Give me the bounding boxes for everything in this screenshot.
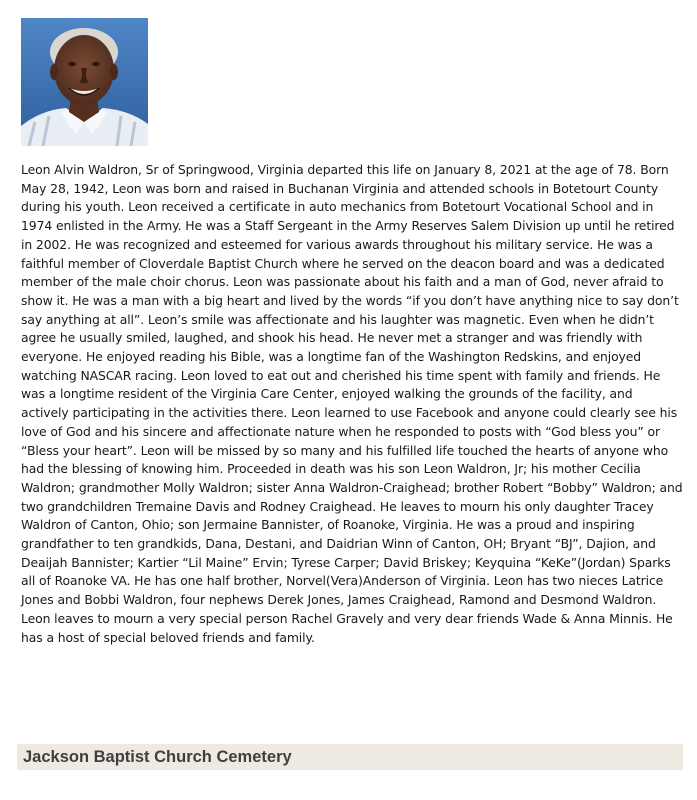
portrait-photo: [21, 18, 148, 146]
portrait-image: [21, 18, 148, 146]
cemetery-title: Jackson Baptist Church Cemetery: [23, 748, 292, 766]
obituary-text: Leon Alvin Waldron, Sr of Springwood, Virginia departed this life on January 8, 2021 at the age of 78. Born May 28, 1942, Leon was born and raised in Buchanan Virginia and attended schools in Botetourt County during his youth. Leon received a certificate in auto mechanics from Botetourt Vocational School and in 1974 enlisted in the Army. He was a Staff Sergeant in the Army Reserves Salem Division up until he retired in 2002. He was recognized and esteemed for various awards throughout his military service. He was a faithful member of Cloverdale Baptist Church where he served on the deacon board and was a dedicated member of the male choir chorus. Leon was passionate about his faith and a man of God, never afraid to show it. He was a man with a big heart and lived by the words “if you don’t have anything nice to say don’t say anything at all”. Leon’s smile was affectionate and his laughter was magnetic. Even when he didn’t agree he usually smiled, laughed, and shook his head. He never met a stranger and was friendly with everyone. He enjoyed reading his Bible, was a longtime fan of the Washington Redskins, and enjoyed watching NASCAR racing. Leon loved to eat out and cherished his time spent with family and friends. He was a longtime resident of the Virginia Care Center, enjoyed walking the grounds of the facility, and actively participating in the activities there. Leon learned to use Facebook and anyone could clearly see his love of God and his sincere and affectionate nature when he responded to posts with “God bless you” or “Bless your heart”. Leon will be missed by so many and his fulfilled life touched the hearts of anyone who had the blessing of knowing him. Proceeded in death was his son Leon Waldron, Jr; his mother Cecilia Waldron; grandmother Molly Waldron; sister Anna Waldron-Craighead; brother Robert “Bobby” Waldron; and two grandchildren Tremaine Davis and Rodney Craighead. He leaves to mourn his only daughter Tracey Waldron of Canton, Ohio; son Jermaine Bannister, of Roanoke, Virginia. He was a proud and inspiring grandfather to ten grandkids, Dana, Destani, and Daidrian Winn of Canton, OH; Bryant “BJ”, Dajion, and Deaijah Bannister; Kartier “Lil Maine” Ervin; Tyrese Carper; David Briskey; Keyquina “KeKe”(Jordan) Sparks all of Roanoke VA. He has one half brother, Norvel(Vera)Anderson of Virginia. Leon has two nieces Latrice Jones and Bobbi Waldron, four nephews Derek Jones, James Craighead, Ramond and Desmond Waldron. Leon leaves to mourn a very special person Rachel Gravely and very dear friends Wade & Anna Minnis. He has a host of special beloved friends and family.: [21, 162, 683, 645]
cemetery-section-header: [17, 744, 683, 770]
